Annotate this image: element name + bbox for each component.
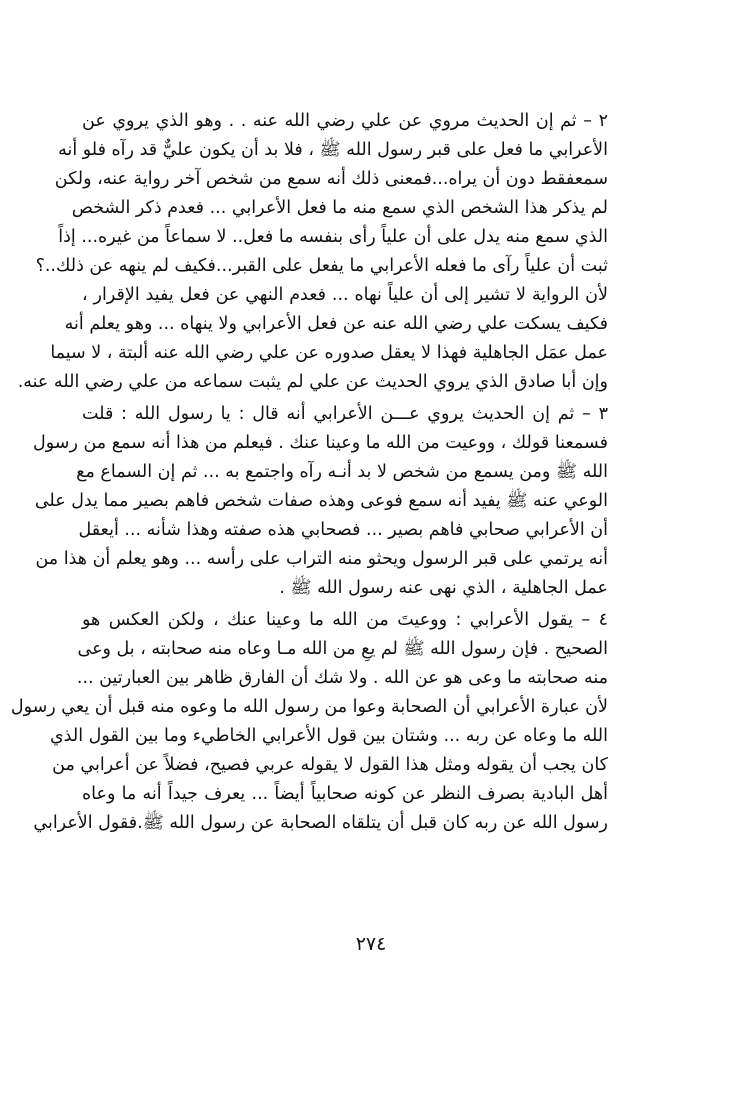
text-line: الذي سمع منه يدل على أن علياً رأى بنفسه ما فعل.. لا سماعاً من غيره... إذاً [58,227,608,247]
text-line: الصحيح . فإن رسول الله ﷺ لم يعِ من الله مـا وعاه منه صحابته ، بل وعى [77,639,608,659]
text-line: وإن أبا صادق الذي يروي الحديث عن علي لم يثبت سماعه من علي رضي الله عنه. [17,372,608,392]
text-line: عمل عمَل الجاهلية فهذا لا يعقل صدوره عن علي رضي الله عنه ألبتة ، لا سيما [50,343,608,363]
text-line: كان يجب أن يقوله ومثل هذا القول لا يقوله عربي فصيح، فضلاً عن أعرابي من [52,755,608,775]
body-text [10,107,608,838]
page-number: ٢٧٤ [355,933,387,955]
text-line: أنه يرتمي على قبر الرسول ويحثو منه التراب على رأسه ... وهو يعلم أن هذا من [35,549,608,569]
text-line: أن الأعرابي صحابي فاهم بصير ... فصحابي هذه صفته وهذا شأنه ... أيعقل [78,520,608,540]
text-line: ٢ – ثم إن الحديث مروي عن علي رضي الله عنه . . وهو الذي يروي عن [82,111,608,131]
text-line: الله ﷺ ومن يسمع من شخص لا بد أنـه رآه واجتمع به ... ثم إن السماع مع [76,462,608,482]
text-line: لم يذكر هذا الشخص الذي سمع منه ما فعل الأعرابي ... فعدم ذكر الشخص [71,198,608,218]
text-line: رسول الله عن ربه كان قبل أن يتلقاه الصحابة عن رسول الله ﷺ.فقول الأعرابي [33,813,608,833]
text-line: عمل الجاهلية ، الذي نهى عنه رسول الله ﷺ . [279,578,608,598]
text-line: الله ما وعاه عن ربه ... وشتان بين قول الأعرابي الخاطيء وما بين القول الذي [49,726,608,746]
text-line: ٣ – ثم إن الحديث يروي عـــن الأعرابي أنه قال : يا رسول الله : قلت [82,404,608,424]
text-line: الوعي عنه ﷺ يفيد أنه سمع فوعى وهذه صفات شخص فاهم بصير مما يدل على [34,491,608,511]
text-line: منه صحابته ما وعى هو عن الله . ولا شك أن الفارق ظاهر بين العبارتين ... [76,668,608,688]
text-line: ثبت أن علياً رآى ما فعله الأعرابي ما يفعل على القبر...فكيف لم ينهه عن ذلك..؟ [35,256,608,276]
text-line: فكيف يسكت علي رضي الله عنه عن فعل الأعرابي ولا ينهاه ... وهو يعلم أنه [64,314,608,334]
text-line: ٤ – يقول الأعرابي : ووعيتَ من الله ما وعينا عنك ، ولكن العكس هو [82,610,608,630]
text-line: فسمعنا قولك ، ووعيت من الله ما وعينا عنك . فيعلم من هذا أنه سمع من رسول [33,433,608,453]
text-line: سمعفقط دون أن يراه...فمعنى ذلك أنه سمع من شخص آخر رواية عنه، ولكن [54,169,608,189]
text-line: الأعرابي ما فعل على قبر رسول الله ﷺ ، فلا بد أن يكون عليٌّ قد رآه فلو أنه [58,140,608,160]
text-line: لأن الرواية لا تشير إلى أن علياً نهاه ... فعدم النهي عن فعل يفيد الإقرار ، [82,285,608,305]
text-line: لأن عبارة الأعرابي أن الصحابة وعوا من رسول الله ما وعوه منه قبل أن يعي رسول [10,697,608,717]
text-line: أهل البادية بصرف النظر عن كونه صحابياً أيضاً ... يعرف جيداً أنه ما وعاه [82,784,608,804]
